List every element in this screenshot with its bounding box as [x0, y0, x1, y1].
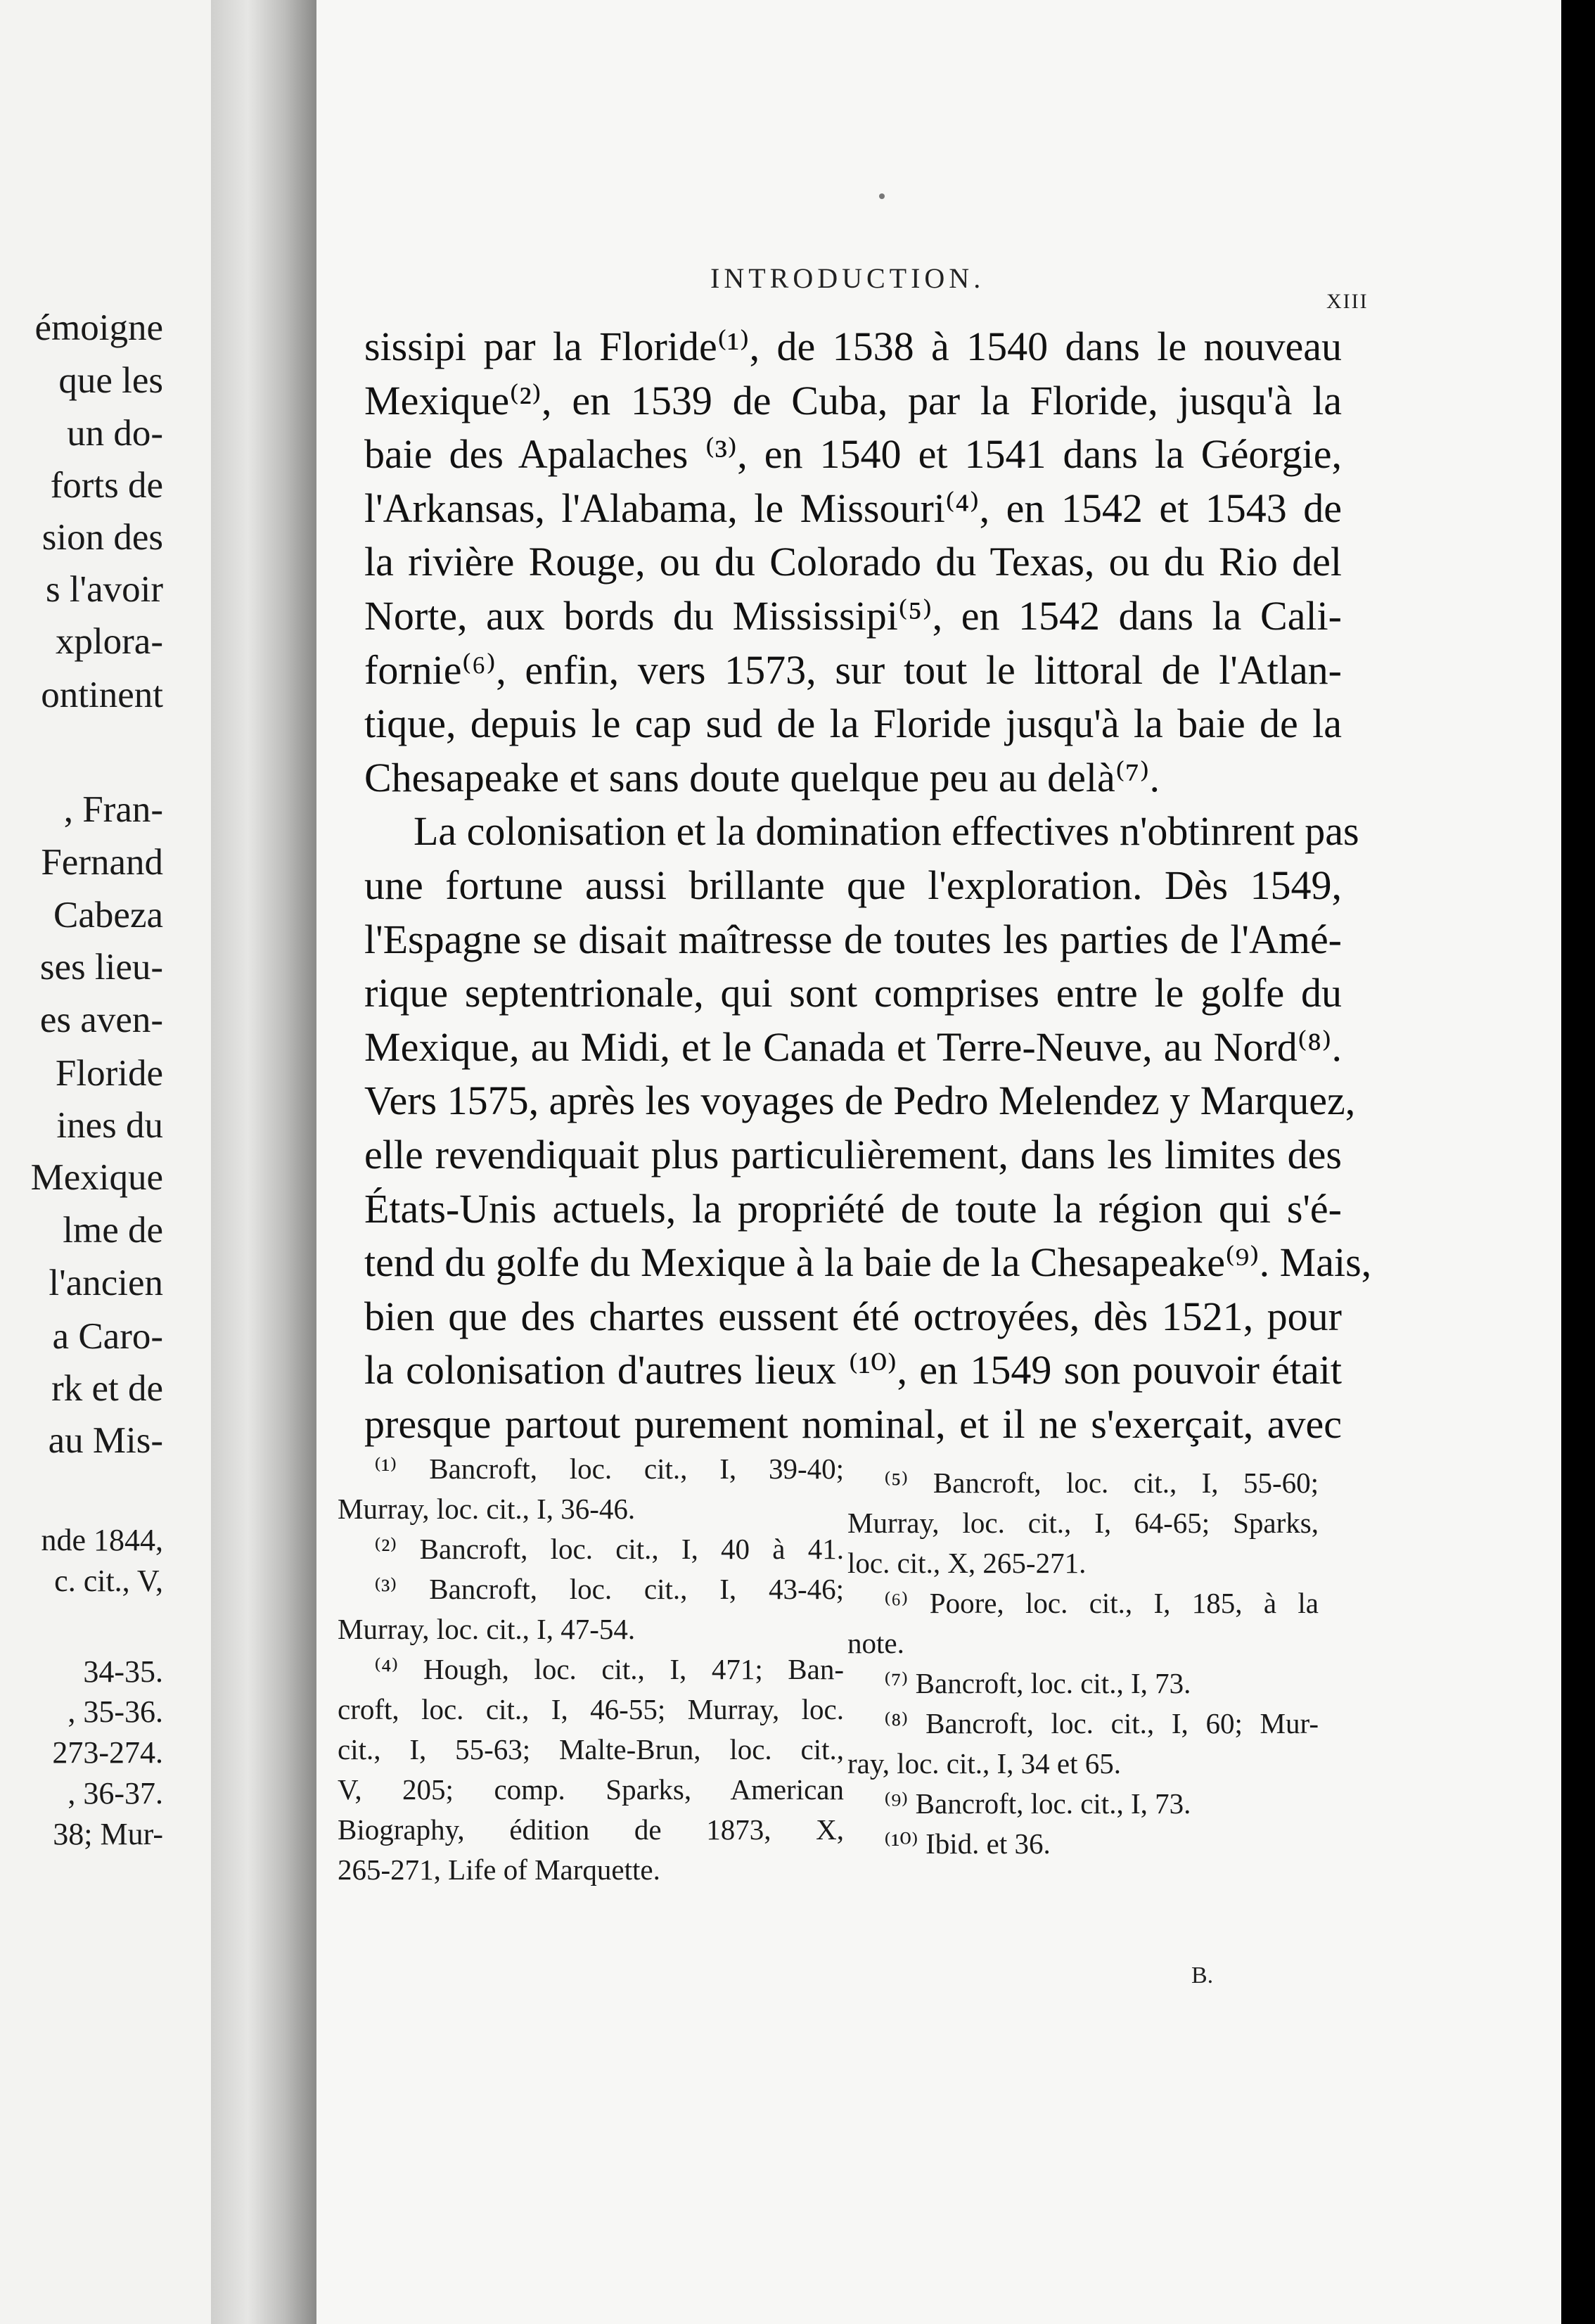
footnote-line: ⁽⁶⁾ Poore, loc. cit., I, 185, à la	[884, 1587, 1319, 1619]
left-page-line: s l'avoir	[45, 569, 163, 610]
left-page-line: , Fran-	[63, 789, 163, 830]
page-number: XIII	[1326, 290, 1369, 313]
body-line: baie des Apalaches ⁽³⁾, en 1540 et 1541 dans la Géorgie,	[364, 431, 1342, 478]
footnote-line: Biography, édition de 1873, X,	[338, 1813, 844, 1846]
footnote-line: loc. cit., X, 265-271.	[847, 1547, 1087, 1579]
footnote-line: ⁽⁴⁾ Hough, loc. cit., I, 471; Ban-	[374, 1653, 844, 1685]
left-page-line: un do-	[67, 413, 163, 454]
left-page-note-line: , 35-36.	[68, 1694, 163, 1729]
footnote-line: ⁽²⁾ Bancroft, loc. cit., I, 40 à 41.	[374, 1533, 844, 1565]
left-page-line: Cabeza	[53, 895, 163, 936]
body-line: Vers 1575, après les voyages de Pedro Melendez y Marquez,	[364, 1078, 1356, 1124]
footnote-line: Murray, loc. cit., I, 47-54.	[338, 1613, 636, 1645]
left-page-line: lme de	[63, 1210, 163, 1251]
footnote-line: note.	[847, 1627, 904, 1659]
body-line: la rivière Rouge, ou du Colorado du Texas, ou du Rio del	[364, 539, 1342, 585]
body-line: La colonisation et la domination effectives n'obtinrent pas	[414, 808, 1359, 855]
footnote-line: Murray, loc. cit., I, 64-65; Sparks,	[847, 1507, 1319, 1539]
body-line: rique septentrionale, qui sont comprises entre le golfe du	[364, 970, 1342, 1016]
body-line: Mexique⁽²⁾, en 1539 de Cuba, par la Floride, jusqu'à la	[364, 377, 1342, 423]
footnote-line: ⁽⁵⁾ Bancroft, loc. cit., I, 55-60;	[884, 1467, 1319, 1499]
body-line: tend du golfe du Mexique à la baie de la Chesapeake⁽⁹⁾. Mais,	[364, 1239, 1372, 1286]
body-line: fornie⁽⁶⁾, enfin, vers 1573, sur tout le littoral de l'Atlan-	[364, 646, 1342, 693]
left-page-line: au Mis-	[48, 1420, 163, 1461]
left-page-line: Fernand	[41, 842, 163, 883]
left-page-line: forts de	[50, 465, 163, 506]
footnote-line: ⁽⁷⁾ Bancroft, loc. cit., I, 73.	[884, 1667, 1191, 1699]
body-line: tique, depuis le cap sud de la Floride jusqu'à la baie de la	[364, 701, 1342, 747]
left-page-line: émoigne	[34, 307, 163, 348]
footnote-line: Murray, loc. cit., I, 36-46.	[338, 1493, 636, 1525]
left-page-line: que les	[58, 360, 163, 401]
body-line: Mexique, au Midi, et le Canada et Terre-Neuve, au Nord⁽⁸⁾.	[364, 1023, 1342, 1070]
footnote-line: ⁽³⁾ Bancroft, loc. cit., I, 43-46;	[374, 1573, 844, 1605]
left-page-line: Floride	[55, 1053, 163, 1094]
left-page-note-line: 34-35.	[83, 1654, 163, 1689]
footnote-line: ⁽¹⁰⁾ Ibid. et 36.	[884, 1827, 1051, 1860]
body-line: États-Unis actuels, la propriété de toute la région qui s'é-	[364, 1185, 1342, 1232]
footnote-line: ⁽¹⁾ Bancroft, loc. cit., I, 39-40;	[374, 1452, 844, 1485]
footnote-line: croft, loc. cit., I, 46-55; Murray, loc.	[338, 1693, 844, 1725]
left-page-line: Mexique	[30, 1157, 163, 1198]
body-text	[364, 320, 1372, 1451]
left-page-note-line: c. cit., V,	[54, 1564, 163, 1598]
footnotes-left-column	[338, 1449, 844, 1890]
left-page-line: sion des	[41, 517, 163, 558]
left-page-note-line: 273-274.	[52, 1735, 163, 1770]
left-page-line: es aven-	[39, 1000, 163, 1040]
body-line: Chesapeake et sans doute quelque peu au delà⁽⁷⁾.	[364, 754, 1160, 800]
body-line: presque partout purement nominal, et il ne s'exerçait, avec	[364, 1400, 1342, 1447]
footnotes-right-column	[847, 1463, 1319, 1864]
body-line: la colonisation d'autres lieux ⁽¹⁰⁾, en 1549 son pouvoir était	[364, 1347, 1342, 1393]
left-page-note-line: nde 1844,	[41, 1523, 163, 1557]
footnote-line: 265-271, Life of Marquette.	[338, 1853, 660, 1886]
page-gutter	[211, 0, 316, 2324]
paper-speck	[879, 193, 885, 199]
left-page-line: ines du	[56, 1105, 163, 1146]
footnote-line: ⁽⁹⁾ Bancroft, loc. cit., I, 73.	[884, 1787, 1191, 1820]
footnote-line: V, 205; comp. Sparks, American	[338, 1773, 844, 1806]
left-page-note-line: , 36-37.	[68, 1776, 163, 1811]
body-line: une fortune aussi brillante que l'exploration. Dès 1549,	[364, 862, 1342, 908]
body-line: Norte, aux bords du Mississipi⁽⁵⁾, en 1542 dans la Cali-	[364, 592, 1342, 639]
footnote-line: cit., I, 55-63; Malte-Brun, loc. cit.,	[338, 1733, 844, 1766]
body-line: elle revendiquait plus particulièrement, dans les limites des	[364, 1131, 1342, 1177]
left-page-line: rk et de	[51, 1368, 163, 1409]
running-head: INTRODUCTION.	[710, 262, 985, 294]
body-line: l'Espagne se disait maîtresse de toutes les parties de l'Amé-	[364, 916, 1342, 962]
left-page-line: xplora-	[55, 621, 163, 662]
body-line: bien que des chartes eussent été octroyées, dès 1521, pour	[364, 1293, 1342, 1339]
left-page-line: l'ancien	[49, 1263, 163, 1303]
left-page-note-line: 38; Mur-	[53, 1817, 163, 1851]
left-page-line: ses lieu-	[39, 947, 163, 988]
body-line: l'Arkansas, l'Alabama, le Missouri⁽⁴⁾, en 1542 et 1543 de	[364, 485, 1342, 531]
left-page	[0, 0, 211, 2324]
footnote-line: ⁽⁸⁾ Bancroft, loc. cit., I, 60; Mur-	[884, 1707, 1319, 1739]
left-page-line: ontinent	[41, 675, 163, 715]
footnote-line: ray, loc. cit., I, 34 et 65.	[847, 1747, 1121, 1780]
body-line: sissipi par la Floride⁽¹⁾, de 1538 à 1540 dans le nouveau	[364, 324, 1342, 369]
signature-mark: B.	[1191, 1962, 1214, 1988]
left-page-line: a Caro-	[52, 1316, 163, 1357]
